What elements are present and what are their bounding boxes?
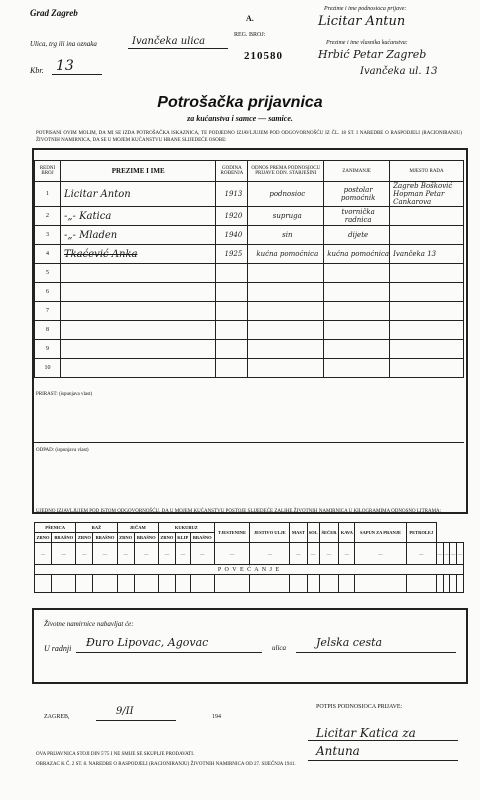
sub-zrno: ZRNO	[35, 533, 52, 543]
person-row	[35, 340, 464, 359]
intro-text: POTPISANI OVIM MOLIM, DA MI SE IZDA POTROŠAČKA ISKAZNICA, TE PODJEDNO IZJAVLJUJEM POD ODGOVORNOŠĆU IZ ČL. 18 ST. I NAREDBE O RASPODJELI (RACIONIRANJU) ŽIVOTNIH NAMIRNICA, DA SE U MOJEM KUĆANSTVU HRANE SLIJEDEĆE OSOBE:	[36, 131, 462, 143]
person-relation	[248, 264, 324, 283]
signature: Licitar Katica za Antuna	[316, 726, 416, 758]
person-row	[35, 245, 464, 264]
person-workplace	[390, 340, 464, 359]
city-label: Grad Zagreb	[30, 8, 78, 18]
person-row	[35, 321, 464, 340]
house-underline	[52, 74, 102, 75]
date-underline	[96, 720, 176, 721]
footer-place: ZAGREB,	[44, 714, 70, 720]
person-name	[60, 283, 215, 302]
person-occupation: dijete	[324, 226, 390, 245]
col-header-occupation: ZANIMANJE	[324, 161, 390, 182]
person-year	[216, 340, 248, 359]
person-no: 3	[35, 226, 61, 245]
increase-row	[35, 575, 464, 593]
person-workplace	[390, 302, 464, 321]
supply-street-label: ulica	[272, 644, 286, 652]
person-name	[60, 359, 215, 378]
supply-street-underline	[296, 652, 456, 653]
prirast-divider	[32, 442, 464, 443]
person-no: 9	[35, 340, 61, 359]
person-relation	[248, 321, 324, 340]
col-header-relation: ODNOS PREMA PODNOSIOCU PRIJAVE ODN. STARJEŠINI	[248, 161, 324, 182]
group-secer: ŠEĆER	[319, 523, 339, 543]
person-no: 5	[35, 264, 61, 283]
person-occupation	[324, 340, 390, 359]
person-row	[35, 359, 464, 378]
person-relation: supruga	[248, 207, 324, 226]
sub-zrno: ZRNO	[158, 533, 175, 543]
persons-table	[34, 160, 464, 378]
person-row	[35, 226, 464, 245]
person-workplace	[390, 207, 464, 226]
street-label: Ulica, trg ili ina oznaka	[30, 40, 97, 48]
povecanje-label: P O V E Ć A N J E	[35, 565, 464, 575]
person-relation	[248, 283, 324, 302]
person-no: 7	[35, 302, 61, 321]
group-tjestenine: TJESTENINE	[214, 523, 249, 543]
person-occupation	[324, 321, 390, 340]
person-year: 1925	[216, 245, 248, 264]
prirast-label: PRIRAST: (ispunjava vlast)	[36, 392, 93, 397]
group-sol: SOL	[307, 523, 319, 543]
person-no: 4	[35, 245, 61, 264]
group-kava: KAVA	[339, 523, 355, 543]
applicant-label: Prezime i ime podnosioca prijave:	[324, 6, 407, 12]
owner-value: Hrbić Petar Zagreb	[318, 48, 427, 61]
signature-underline-2	[308, 760, 458, 761]
person-workplace	[390, 226, 464, 245]
odpad-label: ODPAD: (ispunjava vlast)	[36, 448, 89, 453]
person-name: -„- Mladen	[60, 226, 215, 245]
sign-label: POTPIS PODNOSIOCA PRIJAVE:	[316, 704, 403, 710]
person-row	[35, 283, 464, 302]
person-name	[60, 264, 215, 283]
person-workplace: Ivančeka 13	[390, 245, 464, 264]
sub-klip: KLIP	[175, 533, 190, 543]
person-occupation: kućna pomoćnica	[324, 245, 390, 264]
form-subtitle: za kućanstva i samce — samice.	[187, 114, 293, 123]
group-sapun: SAPUN ZA PRANJE	[355, 523, 406, 543]
group-jecam: JEČAM	[117, 523, 158, 533]
street-underline	[128, 48, 228, 49]
person-year	[216, 321, 248, 340]
house-label: Kbr.	[30, 66, 44, 75]
form-letter: A.	[246, 14, 254, 23]
person-relation: sin	[248, 226, 324, 245]
group-kukuruz: KUKURUZ	[158, 523, 214, 533]
person-year	[216, 283, 248, 302]
person-row	[35, 207, 464, 226]
person-year	[216, 302, 248, 321]
person-occupation	[324, 359, 390, 378]
person-workplace: Zagreb Bošković Hopman Petar Cankarova	[390, 182, 464, 207]
person-relation: podnosioc	[248, 182, 324, 207]
person-name: Licitar Anton	[60, 182, 215, 207]
col-header-workplace: MJESTO RADA	[390, 161, 464, 182]
group-mast: MAST	[290, 523, 307, 543]
shop-value: Đuro Lipovac, Agovac	[86, 636, 209, 649]
person-year	[216, 359, 248, 378]
signature-underline-1	[308, 740, 458, 741]
person-occupation	[324, 283, 390, 302]
person-row	[35, 182, 464, 207]
person-year: 1940	[216, 226, 248, 245]
person-relation	[248, 359, 324, 378]
group-psenica: PŠENICA	[35, 523, 76, 533]
house-value: 13	[56, 58, 74, 74]
person-no: 2	[35, 207, 61, 226]
owner-address: Ivančeka ul. 13	[360, 66, 438, 77]
sub-brasno: BRAŠNO	[93, 533, 117, 543]
person-occupation: tvornička radnica	[324, 207, 390, 226]
supply-street-value: Jelska cesta	[316, 636, 383, 649]
declaration-text: UJEDNO IZJAVLJUJEM POD ISTOM ODGOVORNOŠĆU, DA U MOJEM KUĆANSTVU POSTOJE SLIJEDEĆE ZALIHE ŽIVOTNIH NAMIRNICA U KILOGRAMIMA ODNOSNO LITRAMA:	[36, 509, 442, 514]
sub-brasno: BRAŠNO	[52, 533, 76, 543]
person-name	[60, 321, 215, 340]
person-name	[60, 302, 215, 321]
person-name	[60, 340, 215, 359]
person-name: Tkaćević Anka	[60, 245, 215, 264]
person-occupation: postolar pomoćnik	[324, 182, 390, 207]
person-year	[216, 264, 248, 283]
person-name: -„- Katica	[60, 207, 215, 226]
person-row	[35, 302, 464, 321]
person-no: 6	[35, 283, 61, 302]
shop-underline	[76, 652, 262, 653]
col-header-no: REDNI BROJ	[35, 161, 61, 182]
sub-zrno: ZRNO	[117, 533, 134, 543]
reg-number: 210580	[244, 50, 283, 62]
sub-zrno: ZRNO	[76, 533, 93, 543]
group-raz: RAŽ	[76, 523, 117, 533]
person-row	[35, 264, 464, 283]
footer-year: 194	[212, 714, 221, 720]
supply-intro: Životne namirnice nabavljat će:	[44, 620, 134, 628]
stock-row: — — — — — — — — — — — — — — — — — — — — —	[35, 543, 464, 565]
col-header-year: GODINA ROĐENJA	[216, 161, 248, 182]
group-ulje: JESTIVO ULJE	[250, 523, 290, 543]
person-no: 1	[35, 182, 61, 207]
person-no: 10	[35, 359, 61, 378]
person-workplace	[390, 264, 464, 283]
person-occupation	[324, 264, 390, 283]
person-year: 1920	[216, 207, 248, 226]
person-workplace	[390, 283, 464, 302]
owner-label: Prezime i ime vlasnika kućanstva:	[326, 40, 408, 46]
person-workplace	[390, 359, 464, 378]
footer-date: 9/II	[116, 706, 134, 717]
sub-brasno: BRAŠNO	[134, 533, 158, 543]
col-header-name: PREZIME I IME	[60, 161, 215, 182]
group-petrolej: PETROLEJ	[406, 523, 436, 543]
commodities-table	[34, 522, 464, 593]
sub-brasno: BRAŠNO	[190, 533, 214, 543]
person-year: 1913	[216, 182, 248, 207]
shop-label: U radnji	[44, 644, 72, 653]
person-no: 8	[35, 321, 61, 340]
person-relation	[248, 302, 324, 321]
person-workplace	[390, 321, 464, 340]
reg-label: REG. BROJ:	[234, 32, 266, 38]
person-relation	[248, 340, 324, 359]
footer-note-price: OVA PRIJAVNICA STOJI DIN 5'75 I NE SMIJE SE SKUPLJE PRODAVATI.	[36, 752, 195, 757]
person-relation: kućna pomoćnica	[248, 245, 324, 264]
person-occupation	[324, 302, 390, 321]
form-title: Potrošačka prijavnica	[157, 94, 323, 111]
applicant-value: Licitar Antun	[318, 14, 406, 29]
street-value: Ivančeka ulica	[132, 36, 206, 47]
footer-note-legal: OBRAZAC K Č. 2 ST. 8. NAREDBE O RASPODJELI (RACIONIRANJU) ŽIVOTNIH NAMIRNICA OD 27. SIJEČNJA 1941.	[36, 762, 296, 767]
